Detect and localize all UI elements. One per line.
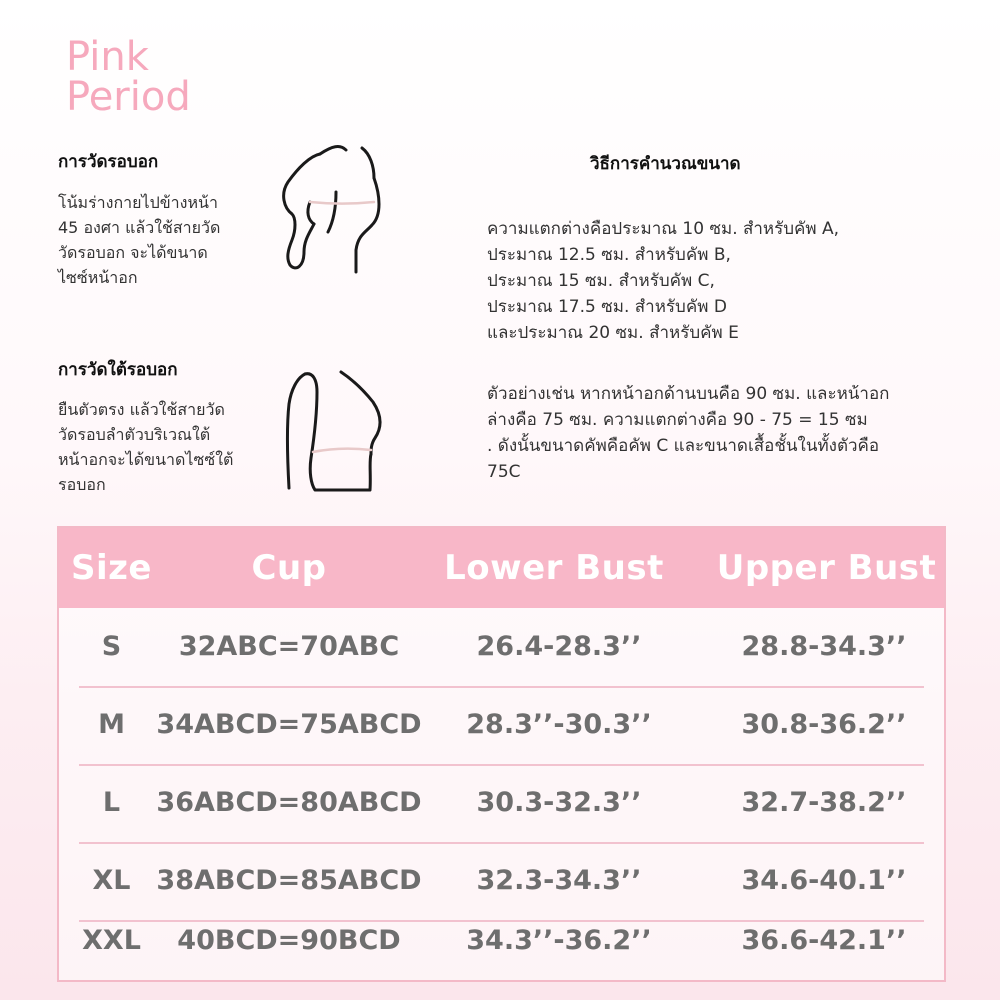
cell-size: S xyxy=(101,631,122,662)
logo-line-1: Pink xyxy=(66,34,149,80)
cell-size: M xyxy=(98,709,125,740)
table-row xyxy=(79,686,924,766)
table-header xyxy=(59,528,944,608)
calc-line: ตัวอย่างเช่น หากหน้าอกด้านบนคือ 90 ซม. และหน้าอก xyxy=(487,384,890,404)
calc-title: วิธีการคำนวณขนาด xyxy=(590,154,741,174)
cell-upper-bust: 28.8-34.3’’ xyxy=(741,631,907,662)
calc-line: ล่างคือ 75 ซม. ความแตกต่างคือ 90 - 75 = 15 ซม xyxy=(487,410,868,430)
bust-line: โน้มร่างกายไปข้างหน้า xyxy=(58,193,218,212)
table-row xyxy=(79,608,924,688)
calc-line: และประมาณ 20 ซม. สำหรับคัพ E xyxy=(487,323,739,343)
pink-period-logo xyxy=(58,30,208,120)
cell-lower-bust: 32.3-34.3’’ xyxy=(476,865,642,896)
cell-cup: 38ABCD=85ABCD xyxy=(156,865,422,896)
logo-line-2: Period xyxy=(66,74,191,120)
cell-upper-bust: 32.7-38.2’’ xyxy=(741,787,907,818)
cell-cup: 34ABCD=75ABCD xyxy=(156,709,422,740)
bust-line: 45 องศา แล้วใช้สายวัด xyxy=(58,218,221,237)
table-row xyxy=(79,902,924,980)
cell-lower-bust: 34.3’’-36.2’’ xyxy=(466,925,652,956)
header-lower-bust: Lower Bust xyxy=(444,548,664,588)
bust-line: ไซซ์หน้าอก xyxy=(58,268,138,287)
cell-size: XXL xyxy=(82,925,141,956)
cell-upper-bust: 36.6-42.1’’ xyxy=(741,925,907,956)
bust-instructions xyxy=(58,190,220,290)
cell-upper-bust: 34.6-40.1’’ xyxy=(741,865,907,896)
calc-line: ประมาณ 15 ซม. สำหรับคัพ C, xyxy=(487,271,715,291)
underbust-line: ยืนตัวตรง แล้วใช้สายวัด xyxy=(58,400,225,419)
underbust-instructions xyxy=(58,397,233,497)
calc-paragraph-1 xyxy=(487,216,839,346)
header-size: Size xyxy=(71,548,152,588)
calc-line: ความแตกต่างคือประมาณ 10 ซม. สำหรับคัพ A, xyxy=(487,219,840,239)
size-table xyxy=(57,526,946,982)
calc-line: ประมาณ 17.5 ซม. สำหรับคัพ D xyxy=(487,297,727,317)
cell-lower-bust: 28.3’’-30.3’’ xyxy=(466,709,652,740)
cell-size: L xyxy=(102,787,121,818)
underbust-title: การวัดใต้รอบอก xyxy=(58,360,178,380)
calc-line: . ดังนั้นขนาดคัพคือคัพ C และขนาดเสื้อชั้นในทั้งตัวคือ xyxy=(487,436,880,456)
cell-lower-bust: 30.3-32.3’’ xyxy=(476,787,642,818)
brand-logo xyxy=(58,30,208,120)
cell-cup: 36ABCD=80ABCD xyxy=(156,787,422,818)
torso-standing-measure-icon xyxy=(275,362,390,497)
cell-upper-bust: 30.8-36.2’’ xyxy=(741,709,907,740)
header-cup: Cup xyxy=(251,548,327,588)
table-row xyxy=(79,764,924,844)
calc-line: 75C xyxy=(487,462,521,482)
cell-lower-bust: 26.4-28.3’’ xyxy=(476,631,642,662)
calc-paragraph-2 xyxy=(487,381,889,485)
underbust-line: หน้าอกจะได้ขนาดไซซ์ใต้ xyxy=(58,450,234,469)
cell-size: XL xyxy=(92,865,131,896)
header-upper-bust: Upper Bust xyxy=(716,548,937,588)
cell-cup: 40BCD=90BCD xyxy=(177,925,401,956)
torso-leaning-measure-icon xyxy=(270,140,390,275)
underbust-line: รอบอก xyxy=(58,475,106,494)
underbust-line: วัดรอบลำตัวบริเวณใต้ xyxy=(58,425,211,444)
bust-title: การวัดรอบอก xyxy=(58,152,159,172)
calc-line: ประมาณ 12.5 ซม. สำหรับคัพ B, xyxy=(487,245,731,265)
cell-cup: 32ABC=70ABC xyxy=(178,631,400,662)
bust-line: วัดรอบอก จะได้ขนาด xyxy=(58,243,208,262)
